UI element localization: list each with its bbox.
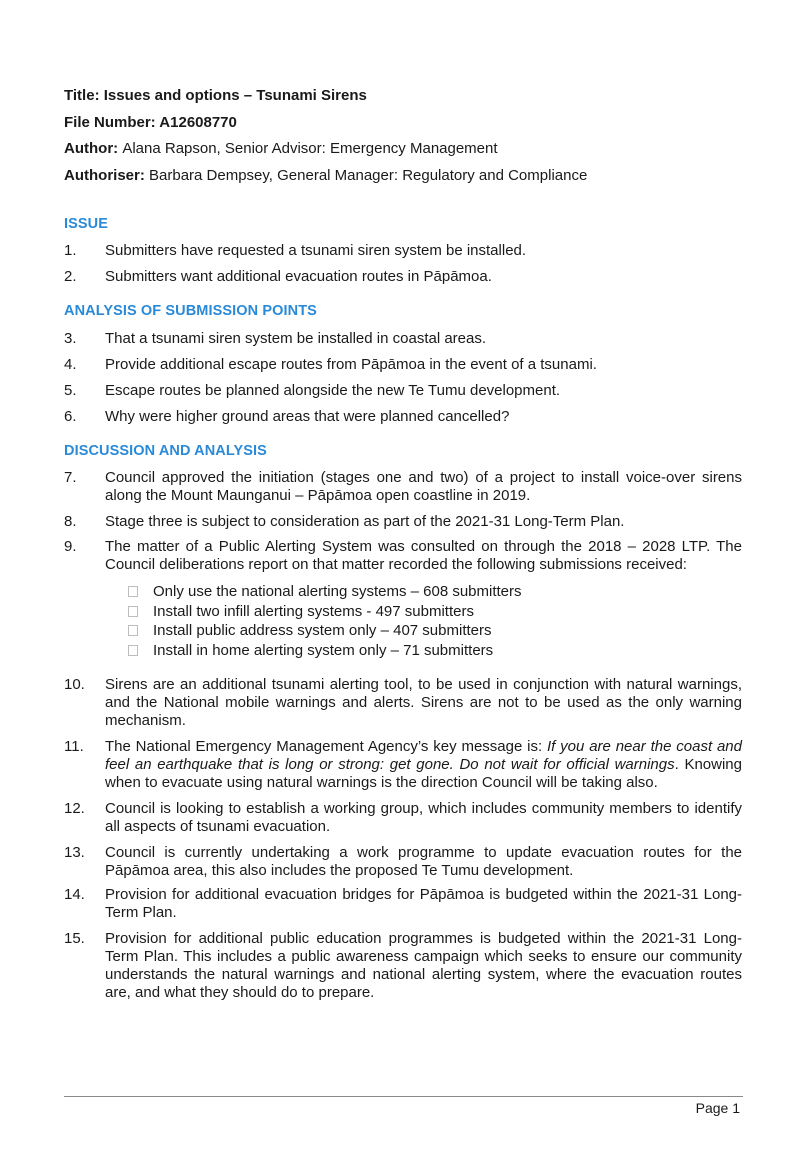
item-text: Sirens are an additional tsunami alerting tool, to be used in conjunction with natural warnings, and the National mobile warnings and alerts. Sirens are not to be used as the only warning mechanism. bbox=[105, 676, 742, 729]
author: Alana Rapson, Senior Advisor: Emergency Management bbox=[122, 140, 498, 157]
section-heading-discussion: DISCUSSION AND ANALYSIS bbox=[64, 443, 267, 459]
item-text-part: The National Emergency Management Agency’s key message is: bbox=[105, 738, 547, 755]
item-text-part: . Knowing when to evacuate using natural warnings is the direction Council will be taking also. bbox=[105, 756, 742, 791]
item-number: 9. bbox=[64, 538, 77, 555]
item-number: 8. bbox=[64, 513, 77, 530]
item-number: 7. bbox=[64, 469, 77, 486]
page-number: Page 1 bbox=[695, 1100, 740, 1116]
item-number: 15. bbox=[64, 930, 85, 947]
item-number: 4. bbox=[64, 356, 77, 373]
item-number: 10. bbox=[64, 676, 85, 693]
bullet-item bbox=[128, 602, 648, 622]
item-text: The matter of a Public Alerting System was consulted on through the 2018 – 2028 LTP. The Council deliberations report on that matter recorded the following submissions received: bbox=[105, 538, 742, 573]
section-heading-issue: ISSUE bbox=[64, 216, 109, 232]
author-line bbox=[64, 139, 744, 159]
document-metadata bbox=[64, 86, 744, 192]
item-number: 14. bbox=[64, 886, 85, 903]
item-text: Provision for additional public education programmes is budgeted within the 2021-31 Long-Term Plan. This includes a public awareness campaign which seeks to ensure our community understands the natural warnings and national alerting system, where the evacuation routes are, and what they should do to prepare. bbox=[105, 930, 742, 1001]
item-number: 1. bbox=[64, 242, 77, 259]
item-text: Council is looking to establish a working group, which includes community members to identify all aspects of tsunami evacuation. bbox=[105, 800, 742, 835]
authoriser-line bbox=[64, 166, 744, 186]
item-text: Council approved the initiation (stages one and two) of a project to install voice-over sirens along the Mount Maunganui – Pāpāmoa open coastline in 2019. bbox=[105, 469, 742, 504]
author-label: Author: bbox=[64, 140, 123, 157]
bullet-item bbox=[128, 582, 648, 602]
item-text: Escape routes be planned alongside the new Te Tumu development. bbox=[105, 382, 561, 399]
bullet-text: Install public address system only – 407 submitters bbox=[153, 622, 492, 639]
item-number: 2. bbox=[64, 268, 77, 285]
section-heading-analysis: ANALYSIS OF SUBMISSION POINTS bbox=[64, 303, 317, 319]
bullet-item bbox=[128, 621, 648, 641]
item-text: Why were higher ground areas that were planned cancelled? bbox=[105, 408, 510, 425]
item-number: 6. bbox=[64, 408, 77, 425]
file-number-label: File Number: bbox=[64, 113, 160, 131]
authoriser-label: Authoriser: bbox=[64, 166, 150, 184]
bullet-item bbox=[128, 641, 648, 661]
item-number: 13. bbox=[64, 844, 85, 861]
bullet-box-icon bbox=[128, 645, 138, 656]
item-text: That a tsunami siren system be installed in coastal areas. bbox=[105, 330, 487, 347]
item-text: Submitters want additional evacuation routes in Pāpāmoa. bbox=[105, 268, 492, 285]
footer-divider bbox=[64, 1096, 743, 1097]
item-text: Submitters have requested a tsunami siren system be installed. bbox=[105, 242, 527, 259]
bullet-box-icon bbox=[128, 625, 138, 636]
document-title: Issues and options – Tsunami Sirens bbox=[103, 87, 367, 104]
authoriser: Barbara Dempsey, General Manager: Regulatory and Compliance bbox=[149, 166, 588, 184]
item-number: 12. bbox=[64, 800, 85, 817]
bullet-box-icon bbox=[128, 606, 138, 617]
file-number: A12608770 bbox=[159, 113, 237, 131]
bullet-text: Install two infill alerting systems - 497 submitters bbox=[153, 602, 474, 620]
item-text: Stage three is subject to consideration as part of the 2021-31 Long-Term Plan. bbox=[105, 513, 625, 530]
bullet-text: Install in home alerting system only – 71 submitters bbox=[153, 641, 494, 659]
bullet-text: Only use the national alerting systems – 608 submitters bbox=[153, 583, 522, 600]
key-message: If you are near the coast and feel an earthquake that is long or strong: get gone. Do not wait for official warnings bbox=[105, 738, 742, 773]
title-label: Title: bbox=[64, 87, 104, 104]
item-number: 5. bbox=[64, 382, 77, 399]
item-text: Provision for additional evacuation bridges for Pāpāmoa is budgeted within the 2021-31 Long-Term Plan. bbox=[105, 886, 742, 921]
title-line bbox=[64, 86, 744, 106]
item-text bbox=[105, 738, 742, 792]
item-text: Council is currently undertaking a work programme to update evacuation routes for the Pāpāmoa area, this also includes the proposed Te Tumu development. bbox=[105, 844, 742, 879]
item-number: 11. bbox=[64, 738, 84, 755]
bullet-box-icon bbox=[128, 586, 138, 597]
submission-bullet-list bbox=[128, 582, 648, 660]
file-number-line bbox=[64, 113, 744, 133]
item-number: 3. bbox=[64, 330, 77, 347]
item-text: Provide additional escape routes from Pāpāmoa in the event of a tsunami. bbox=[105, 356, 597, 373]
